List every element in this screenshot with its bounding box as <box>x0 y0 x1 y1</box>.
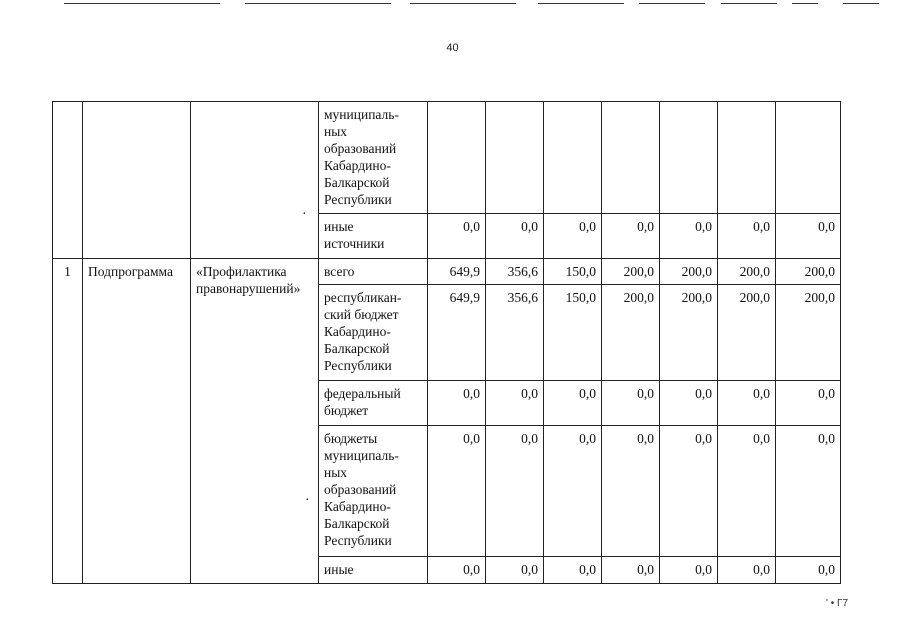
cell-no <box>53 102 83 259</box>
cell-name: «Профилактика правонарушений» <box>191 259 319 584</box>
table-row <box>53 102 841 214</box>
cell-value: 356,6 <box>486 259 544 285</box>
page-number: 40 <box>446 42 459 54</box>
cell-value: 0,0 <box>602 381 660 426</box>
cell-name <box>191 102 319 259</box>
cell-source: федеральный бюджет <box>319 381 428 426</box>
cell-type: Подпрограмма <box>83 259 191 584</box>
top-rule <box>538 3 624 4</box>
top-rule <box>843 3 879 4</box>
cell-value <box>776 102 841 214</box>
cell-type <box>83 102 191 259</box>
cell-value: 0,0 <box>660 557 718 584</box>
cell-value <box>660 102 718 214</box>
table-body <box>53 102 841 584</box>
cell-value <box>428 102 486 214</box>
cell-value: 0,0 <box>544 381 602 426</box>
cell-value: 200,0 <box>776 259 841 285</box>
cell-value: 0,0 <box>486 214 544 259</box>
footer-mark: ' • Γ7 <box>826 598 849 609</box>
cell-value: 200,0 <box>660 285 718 381</box>
scan-speck: · <box>302 207 307 222</box>
cell-value: 200,0 <box>660 259 718 285</box>
cell-value: 0,0 <box>428 557 486 584</box>
cell-source: иные <box>319 557 428 584</box>
cell-value <box>718 102 776 214</box>
cell-value: 0,0 <box>718 381 776 426</box>
table-row <box>53 259 841 285</box>
cell-value: 0,0 <box>486 426 544 557</box>
cell-value: 0,0 <box>718 557 776 584</box>
top-rule <box>639 3 705 4</box>
cell-value: 356,6 <box>486 285 544 381</box>
cell-value: 150,0 <box>544 285 602 381</box>
cell-value: 649,9 <box>428 285 486 381</box>
top-rule <box>410 3 516 4</box>
cell-value: 0,0 <box>718 214 776 259</box>
cell-value: 0,0 <box>544 557 602 584</box>
cell-value: 0,0 <box>544 214 602 259</box>
cell-value: 0,0 <box>602 214 660 259</box>
cell-value: 0,0 <box>602 557 660 584</box>
cell-value: 150,0 <box>544 259 602 285</box>
cell-value <box>602 102 660 214</box>
cell-value: 0,0 <box>428 426 486 557</box>
cell-value: 0,0 <box>776 381 841 426</box>
cell-value: 0,0 <box>486 557 544 584</box>
cell-source: всего <box>319 259 428 285</box>
cell-value: 0,0 <box>718 426 776 557</box>
cell-value: 200,0 <box>718 285 776 381</box>
cell-value: 200,0 <box>776 285 841 381</box>
cell-value: 0,0 <box>660 426 718 557</box>
top-rule <box>64 3 220 4</box>
cell-value: 200,0 <box>602 259 660 285</box>
cell-value: 200,0 <box>602 285 660 381</box>
cell-value: 0,0 <box>660 381 718 426</box>
budget-table <box>52 101 841 584</box>
cell-value: 0,0 <box>660 214 718 259</box>
top-rule <box>245 3 391 4</box>
cell-source: иные источники <box>319 214 428 259</box>
cell-no: 1 <box>53 259 83 584</box>
cell-source: бюджеты муниципаль- ных образований Кабардино- Балкарской Республики <box>319 426 428 557</box>
cell-value: 0,0 <box>544 426 602 557</box>
cell-value <box>544 102 602 214</box>
cell-source: республикан- ский бюджет Кабардино- Балкарской Республики <box>319 285 428 381</box>
top-rule <box>792 3 818 4</box>
cell-value <box>486 102 544 214</box>
cell-value: 649,9 <box>428 259 486 285</box>
cell-value: 0,0 <box>486 381 544 426</box>
top-rule <box>721 3 777 4</box>
cell-value: 0,0 <box>428 381 486 426</box>
cell-value: 0,0 <box>776 426 841 557</box>
cell-value: 200,0 <box>718 259 776 285</box>
cell-value: 0,0 <box>776 214 841 259</box>
cell-value: 0,0 <box>428 214 486 259</box>
cell-source: муниципаль- ных образований Кабардино- Балкарской Республики <box>319 102 428 214</box>
scan-speck: · <box>305 493 310 508</box>
cell-value: 0,0 <box>602 426 660 557</box>
cell-value: 0,0 <box>776 557 841 584</box>
